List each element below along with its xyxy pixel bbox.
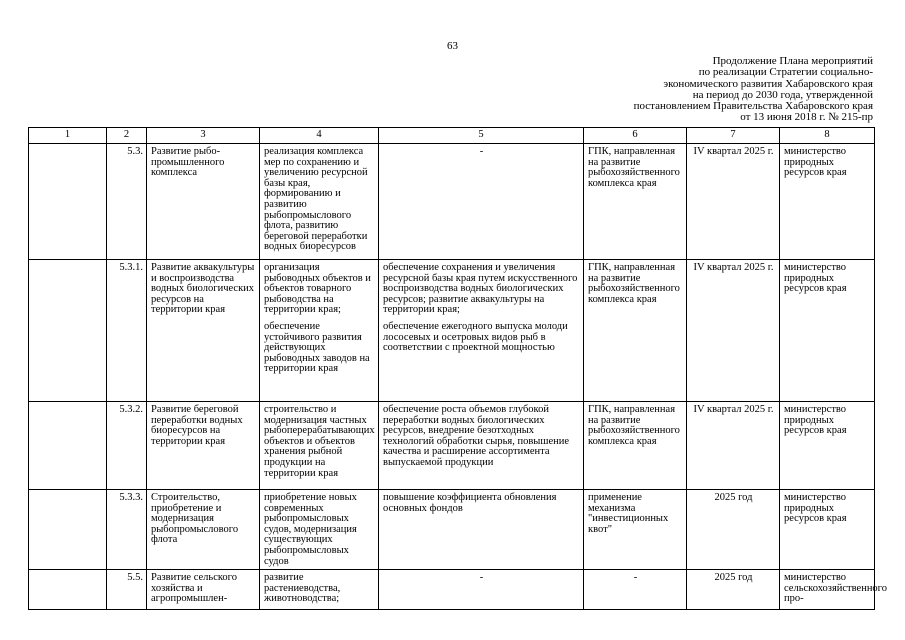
cell-empty [29,490,107,570]
result-text: обеспечение ежегодного выпуска молоди лососевых и осетровых видов рыб в соответствии с проектной мощностью [383,320,568,354]
table-row [29,260,875,402]
header-note-line: экономического развития Хабаровского края [663,77,873,90]
cell-measures [260,490,379,570]
cell-instrument: - [584,570,687,610]
column-header: 8 [780,128,875,144]
cell-executor: министерство природных ресурсов края [780,490,875,570]
measure-text: обеспечение устойчивого развития действующих рыбоводных заводов на территории края [264,320,370,375]
cell-term: 2025 год [687,490,780,570]
cell-measures [260,260,379,402]
cell-instrument: применение механизма "инвестиционных квот" [584,490,687,570]
cell-results [379,144,584,260]
measure-text: строительство и модернизация частных рыбоперерабатывающих объектов и объектов хранения рыбной продукции на территории края [264,404,375,479]
header-note [634,56,873,124]
cell-item-name: Развитие аквакультуры и воспроизводства водных биологических ресурсов на территории края [147,260,260,402]
result-text: обеспечение роста объемов глубокой переработки водных биологических ресурсов, внедрение безотходных технологий обработки сырья, повышение качества и расширение ассортимента выпускаемой продукции [383,404,570,468]
table-row [29,490,875,570]
cell-empty [29,402,107,490]
header-note-line: на период до 2030 года, утвержденной [692,88,873,101]
result-text: - [479,146,484,157]
cell-results [379,570,584,610]
cell-instrument: ГПК, направленная на развитие рыбохозяйственного комплекса края [584,144,687,260]
cell-results [379,490,584,570]
cell-executor: министерство природных ресурсов края [780,144,875,260]
header-note-line: постановлением Правительства Хабаровского края [633,100,873,113]
table-row [29,144,875,260]
measure-text: развитие растениеводства, животноводства; [264,572,341,605]
column-header: 4 [260,128,379,144]
cell-results [379,402,584,490]
page-number: 63 [447,40,458,52]
header-note-line: по реализации Стратегии социально- [698,66,873,79]
column-header: 2 [107,128,147,144]
cell-term: IV квартал 2025 г. [687,260,780,402]
cell-item-name: Развитие сельского хозяйства и агропромышлен- [147,570,260,610]
header-note-line: от 13 июня 2018 г. № 215-пр [740,111,873,124]
header-note-line: Продолжение Плана мероприятий [712,55,873,67]
cell-item-name: Строительство, приобретение и модернизация рыбопромыслового флота [147,490,260,570]
measure-text: реализация комплекса мер по сохранению и увеличению ресурсной базы края, формированию и развитию рыбопромыслового флота, развитию береговой переработки водных биоресурсов [264,146,368,253]
cell-empty [29,570,107,610]
cell-measures [260,570,379,610]
column-header: 3 [147,128,260,144]
column-header: 1 [29,128,107,144]
measure-text: организация рыбоводных объектов и объектов товарного рыбоводства на территории края; [264,262,371,316]
cell-executor: министерство природных ресурсов края [780,402,875,490]
table-row [29,570,875,610]
cell-executor: министерство сельскохозяйственного про- [780,570,875,610]
table-row [29,402,875,490]
column-header: 6 [584,128,687,144]
cell-term: IV квартал 2025 г. [687,402,780,490]
cell-item-number: 5.5. [107,570,147,610]
cell-results [379,260,584,402]
measure-text: приобретение новых современных рыбопромысловых судов, модернизация существующих рыбопромысловых судов [264,492,357,567]
result-text: обеспечение сохранения и увеличения ресурсной базы края путем искусственного воспроизводства водных биологических ресурсов; развитие аквакультуры на территории края; [383,262,578,316]
cell-item-name: Развитие береговой переработки водных биоресурсов на территории края [147,402,260,490]
cell-empty [29,144,107,260]
cell-term: 2025 год [687,570,780,610]
cell-executor: министерство природных ресурсов края [780,260,875,402]
cell-item-number: 5.3. [107,144,147,260]
cell-measures [260,402,379,490]
plan-table [28,127,887,610]
result-text: повышение коэффициента обновления основных фондов [383,492,557,514]
cell-measures [260,144,379,260]
column-header: 5 [379,128,584,144]
column-header: 7 [687,128,780,144]
cell-empty [29,260,107,402]
cell-item-name: Развитие рыбо-промышленного комплекса [147,144,260,260]
result-text: - [479,572,484,584]
cell-instrument: ГПК, направленная на развитие рыбохозяйственного комплекса края [584,260,687,402]
column-header-row [29,128,875,144]
cell-instrument: ГПК, направленная на развитие рыбохозяйственного комплекса края [584,402,687,490]
cell-item-number: 5.3.1. [107,260,147,402]
cell-item-number: 5.3.2. [107,402,147,490]
cell-term: IV квартал 2025 г. [687,144,780,260]
cell-item-number: 5.3.3. [107,490,147,570]
